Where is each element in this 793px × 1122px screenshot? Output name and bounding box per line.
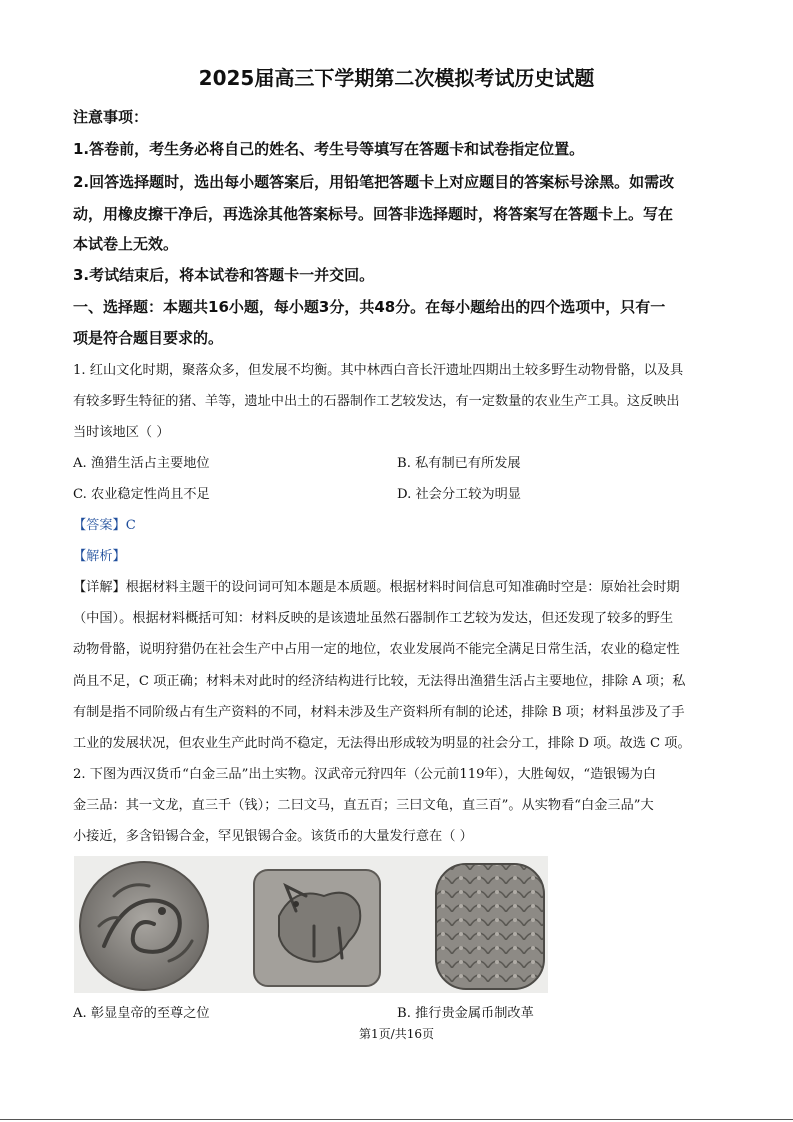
bottom-rule <box>0 1119 793 1120</box>
q1-stem-line-1: 1. 红山文化时期，聚落众多，但发展不均衡。其中林西白音长汗遗址四期出土较多野生动物骨骼，以及具 <box>73 363 684 378</box>
page-title: 2025届高三下学期第二次模拟考试历史试题 <box>198 66 595 90</box>
q1-option-c: C. 农业稳定性尚且不足 <box>73 487 210 502</box>
q1-option-b: B. 私有制已有所发展 <box>397 456 521 471</box>
q1-answer: 【答案】C <box>73 518 136 533</box>
coin-photo-drawing <box>74 856 548 993</box>
notice-item-2-line-3: 本试卷上无效。 <box>73 235 179 253</box>
q1-detail-line-3: 动物骨骼，说明狩猎仍在社会生产中占用一定的地位，农业发展尚不能完全满足日常生活，农业的稳定性 <box>73 642 680 657</box>
q1-option-a: A. 渔猎生活占主要地位 <box>73 456 210 471</box>
section-heading-line-2: 项是符合题目要求的。 <box>73 329 224 347</box>
notice-item-1: 1.答卷前，考生务必将自己的姓名、考生号等填写在答题卡和试卷指定位置。 <box>73 140 585 158</box>
q2-option-a: A. 彰显皇帝的至尊之位 <box>73 1006 210 1021</box>
q2-stem-line-2: 金三品：其一文龙，直三千（钱）；二曰文马，直五百；三曰文龟，直三百”。从实物看“白金三品”大 <box>73 798 654 813</box>
q1-detail-line-4: 尚且不足，C 项正确；材料未对此时的经济结构进行比较，无法得出渔猎生活占主要地位，排除 A 项；私 <box>73 674 686 689</box>
q1-detail-line-1: 【详解】根据材料主题干的设问词可知本题是本质题。根据材料时间信息可知准确时空是：原始社会时期 <box>73 580 680 595</box>
turtle-coin <box>436 864 544 989</box>
q1-stem-line-2: 有较多野生特征的猪、羊等，遗址中出土的石器制作工艺较发达，有一定数量的农业生产工具。这反映出 <box>73 394 680 409</box>
notice-item-3: 3.考试结束后，将本试卷和答题卡一并交回。 <box>73 266 375 284</box>
q1-option-d: D. 社会分工较为明显 <box>397 487 521 502</box>
q1-stem-line-3: 当时该地区（ ） <box>73 425 170 440</box>
q1-analysis-label: 【解析】 <box>73 549 126 564</box>
coin-photo <box>74 856 548 993</box>
q1-detail-line-5: 有制是指不同阶级占有生产资料的不同，材料未涉及生产资料所有制的论述，排除 B 项；材料虽涉及了手 <box>73 705 685 720</box>
notice-item-2-line-2: 动，用橡皮擦干净后，再选涂其他答案标号。回答非选择题时，将答案写在答题卡上。写在 <box>73 205 674 223</box>
page-footer: 第1页/共16页 <box>359 1027 434 1041</box>
section-heading-line-1: 一、选择题：本题共16小题，每小题3分，共48分。在每小题给出的四个选项中，只有一 <box>73 298 666 316</box>
dragon-coin <box>80 862 208 990</box>
q2-option-b: B. 推行贵金属币制改革 <box>397 1006 534 1021</box>
notice-heading: 注意事项： <box>73 108 149 126</box>
notice-item-2-line-1: 2.回答选择题时，选出每小题答案后，用铅笔把答题卡上对应题目的答案标号涂黑。如需改 <box>73 173 675 191</box>
q2-stem-line-1: 2. 下图为西汉货币“白金三品”出土实物。汉武帝元狩四年（公元前119年），大胜匈奴，“造银锡为白 <box>73 767 657 782</box>
q1-detail-line-6: 工业的发展状况，但农业生产此时尚不稳定，无法得出形成较为明显的社会分工，排除 D 项。故选 C 项。 <box>73 736 691 751</box>
q2-stem-line-3: 小接近，多含铅锡合金，罕见银锡合金。该货币的大量发行意在（ ） <box>73 829 473 844</box>
horse-coin <box>254 870 380 986</box>
q1-detail-line-2: （中国）。根据材料概括可知：材料反映的是该遗址虽然石器制作工艺较为发达，但还发现了较多的野生 <box>73 611 674 626</box>
